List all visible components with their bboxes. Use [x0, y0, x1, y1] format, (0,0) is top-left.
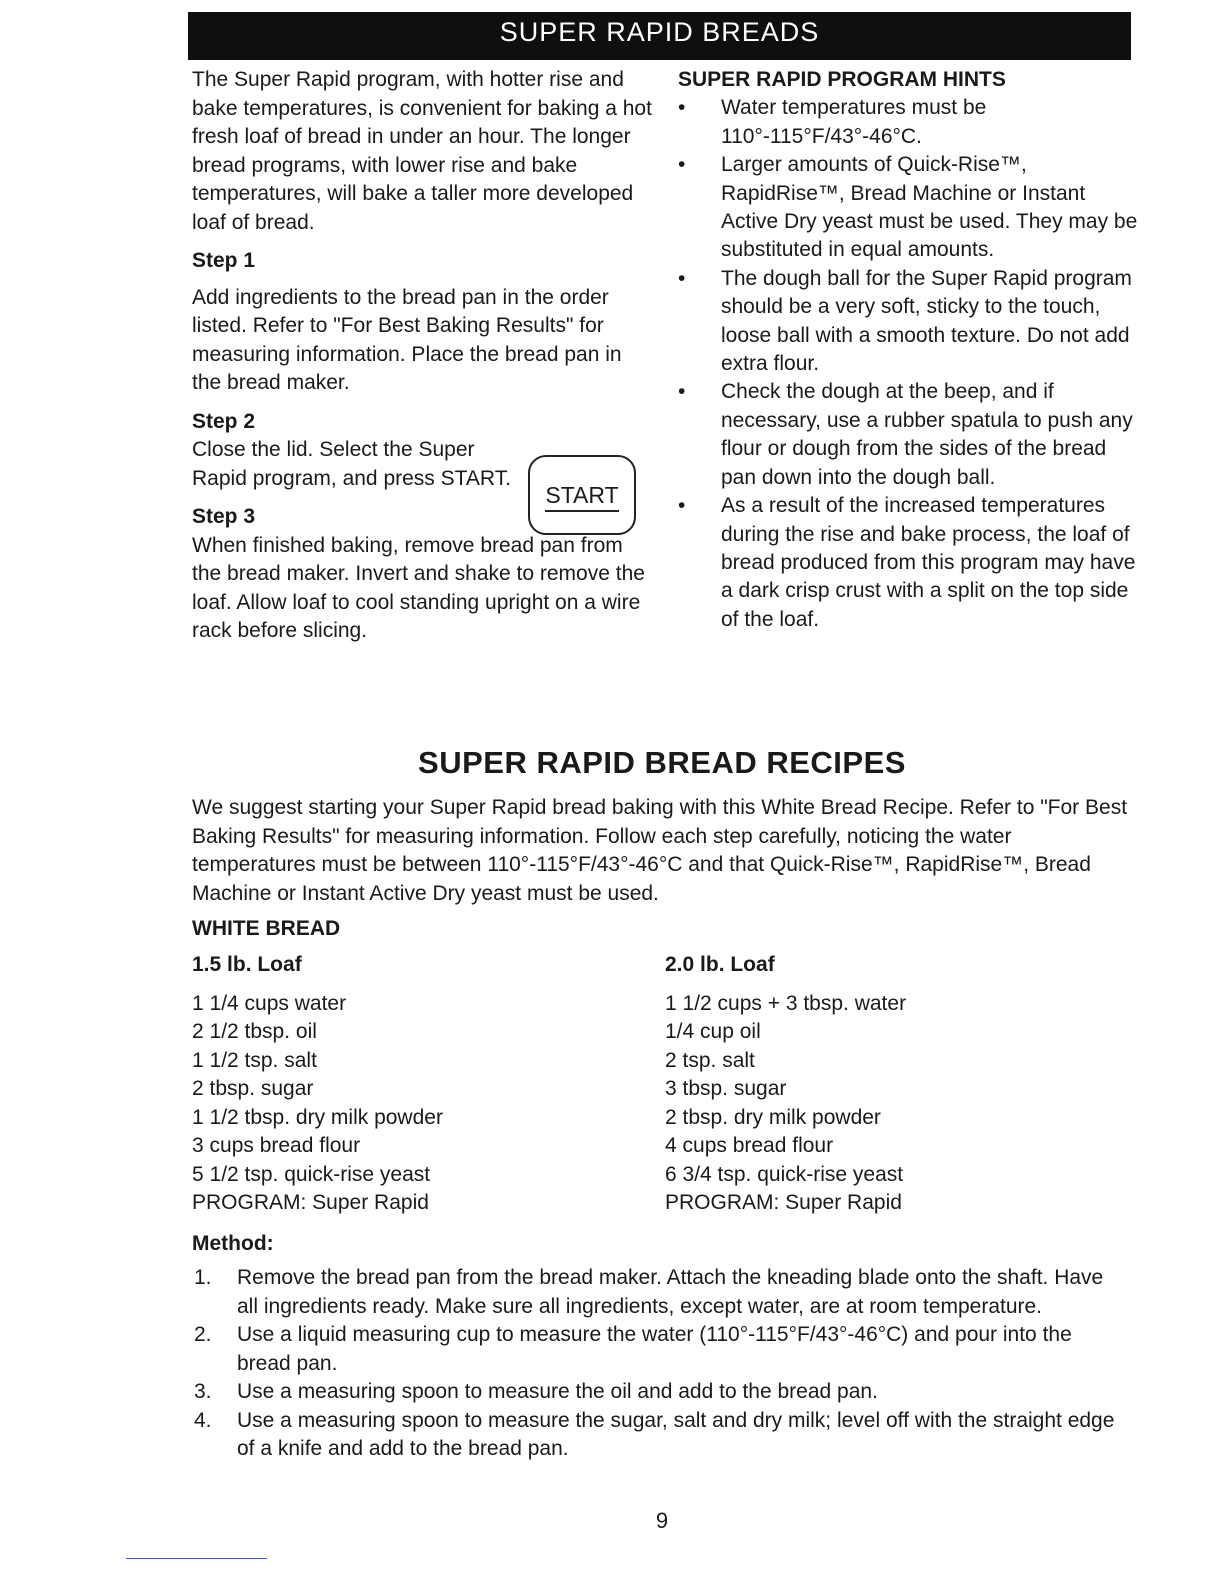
hint-item: • Water temperatures must be 110°-115°F/43°-46°C. [678, 94, 1138, 151]
start-button-label: START [545, 482, 618, 512]
method-step [192, 1378, 1122, 1407]
hints-column [678, 66, 1138, 634]
method-step [192, 1264, 1122, 1321]
left-column [192, 66, 652, 646]
step-2-title: Step 2 [192, 409, 256, 433]
method-title: Method: [192, 1232, 274, 1255]
ingredient: 4 cups bread flour [665, 1134, 834, 1157]
step-text: Use a measuring spoon to measure the oil and add to the bread pan. [237, 1380, 878, 1403]
loaf-2-0lb [665, 951, 1085, 1218]
step-number: 4. [194, 1408, 212, 1432]
step-1-title: Step 1 [192, 249, 256, 272]
step-text: Use a liquid measuring cup to measure the water (110°-115°F/43°-46°C) and pour into the bread pan. [237, 1323, 1072, 1375]
step-1-text: Add ingredients to the bread pan in the order listed. Refer to "For Best Baking Results" for measuring information. Place the bread pan in the bread maker. [192, 285, 622, 394]
recipes-intro: We suggest starting your Super Rapid bread baking with this White Bread Recipe. Refer to "For Best Baking Results" for measuring information. Follow each step carefully, noticing the water temperatures must be between 110°-115°F/43°-46°C and that Quick-Rise™, RapidRise™, Bread Machine or Instant Active Dry yeast must be used. [192, 796, 1128, 905]
step-number: 1. [194, 1266, 212, 1289]
loaf-title: 2.0 lb. Loaf [665, 953, 775, 976]
method-list [192, 1264, 1122, 1464]
method-step [192, 1321, 1122, 1378]
ingredient: 5 1/2 tsp. quick-rise yeast [192, 1162, 431, 1186]
hints-list [678, 94, 1138, 634]
step-number: 3. [194, 1380, 212, 1403]
ingredient: 1 1/2 tsp. salt [192, 1048, 317, 1072]
hints-title: SUPER RAPID PROGRAM HINTS [678, 68, 1006, 91]
hint-item: • As a result of the increased temperatures during the rise and bake process, the loaf of bread produced from this program may have a dark crisp crust with a split on the top side of the loaf. [678, 492, 1138, 634]
ingredient: 1/4 cup oil [665, 1020, 761, 1043]
loaf-1-5lb [192, 951, 612, 1218]
step-text: Remove the bread pan from the bread maker. Attach the kneading blade onto the shaft. Have all ingredients ready. Make sure all ingredients, except water, are at room temperature. [237, 1266, 1104, 1318]
ingredient: 6 3/4 tsp. quick-rise yeast [665, 1162, 904, 1186]
hint-item: • The dough ball for the Super Rapid program should be a very soft, sticky to the touch, loose ball with a smooth texture. Do not add extra flour. [678, 265, 1138, 379]
program-line: PROGRAM: Super Rapid [665, 1191, 902, 1214]
recipes-title: SUPER RAPID BREAD RECIPES [418, 745, 906, 780]
ingredient: 2 tsp. salt [665, 1048, 755, 1072]
ingredient: 3 tbsp. sugar [665, 1077, 787, 1100]
step-3-title: Step 3 [192, 505, 256, 528]
ingredient: 1 1/2 tbsp. dry milk powder [192, 1105, 443, 1129]
ingredient: 1 1/2 cups + 3 tbsp. water [665, 991, 907, 1015]
start-button-illustration [528, 455, 636, 535]
step-3-text: When finished baking, remove bread pan from the bread maker. Invert and shake to remove the loaf. Allow loaf to cool standing upright on a wire rack before slicing. [192, 533, 645, 642]
ingredient: 2 1/2 tbsp. oil [192, 1020, 317, 1043]
bread-title: WHITE BREAD [192, 917, 341, 940]
ingredient: 2 tbsp. dry milk powder [665, 1105, 881, 1129]
ingredient: 3 cups bread flour [192, 1134, 361, 1157]
section-title: SUPER RAPID BREADS [499, 17, 820, 47]
ingredient-list [192, 990, 612, 1218]
program-intro: The Super Rapid program, with hotter rise and bake temperatures, is convenient for baking a hot fresh loaf of bread in under an hour. The longer bread programs, with lower rise and bake temperatures, will bake a taller more developed loaf of bread. [192, 68, 652, 234]
hint-item: • Check the dough at the beep, and if necessary, use a rubber spatula to push any flour or dough from the sides of the bread pan down into the dough ball. [678, 378, 1138, 492]
footer-rule [126, 1558, 267, 1559]
ingredient: 2 tbsp. sugar [192, 1077, 314, 1100]
page-number: 9 [655, 1508, 669, 1533]
ingredient-list [665, 990, 1085, 1218]
step-number: 2. [194, 1323, 212, 1346]
ingredient: 1 1/4 cups water [192, 991, 347, 1015]
step-2-text: Close the lid. Select the Super Rapid program, and press START. [192, 438, 512, 490]
section-banner [188, 12, 1131, 60]
hint-item: • Larger amounts of Quick-Rise™, RapidRise™, Bread Machine or Instant Active Dry yeast must be used. They may be substituted in equal amounts. [678, 151, 1138, 265]
program-line: PROGRAM: Super Rapid [192, 1191, 429, 1214]
method-step [192, 1407, 1122, 1464]
loaf-title: 1.5 lb. Loaf [192, 953, 302, 976]
step-text: Use a measuring spoon to measure the sugar, salt and dry milk; level off with the straight edge of a knife and add to the bread pan. [237, 1408, 1115, 1460]
